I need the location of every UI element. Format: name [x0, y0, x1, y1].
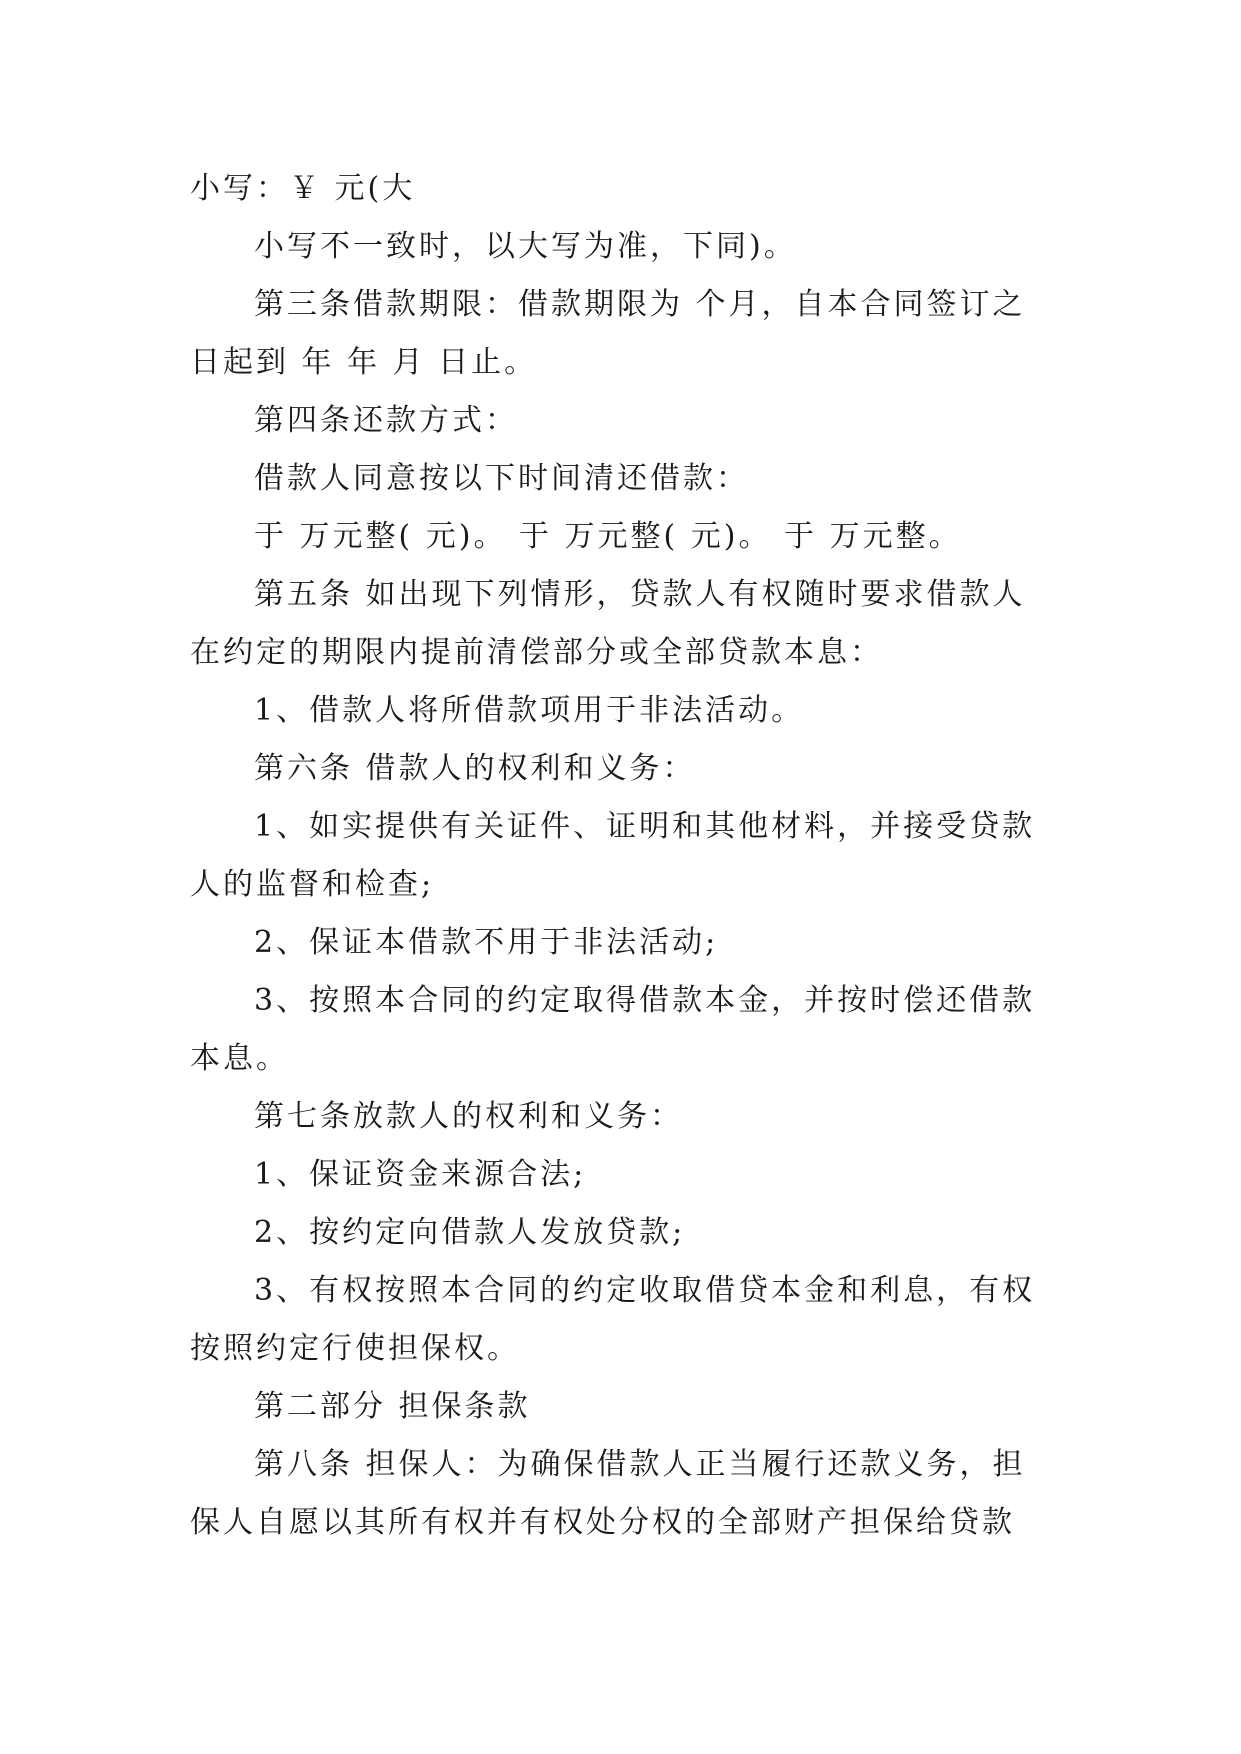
paragraph-5: 借款人同意按以下时间清还借款： — [254, 461, 749, 496]
paragraph-15: 2、按约定向借款人发放贷款; — [254, 1215, 686, 1250]
paragraph-1: 小写：￥ 元(大 — [190, 171, 416, 206]
paragraph-2: 小写不一致时，以大写为准，下同)。 — [254, 229, 797, 264]
paragraph-7: 第五条 如出现下列情形，贷款人有权随时要求借款人在约定的期限内提前清偿部分或全部贷款本息： — [190, 577, 1026, 670]
paragraph-14: 1、保证资金来源合法; — [254, 1157, 587, 1192]
paragraph-4: 第四条还款方式： — [254, 403, 518, 438]
paragraph-3: 第三条借款期限：借款期限为 个月，自本合同签订之日起到 年 年 月 日止。 — [190, 287, 1026, 380]
paragraph-16: 3、有权按照本合同的约定收取借贷本金和利息，有权按照约定行使担保权。 — [190, 1273, 1036, 1366]
paragraph-13: 第七条放款人的权利和义务： — [254, 1099, 683, 1134]
paragraph-12: 3、按照本合同的约定取得借款本金，并按时偿还借款本息。 — [190, 983, 1036, 1076]
paragraph-11: 2、保证本借款不用于非法活动; — [254, 925, 719, 960]
paragraph-10: 1、如实提供有关证件、证明和其他材料，并接受贷款人的监督和检查; — [190, 809, 1036, 902]
paragraph-17: 第二部分 担保条款 — [254, 1389, 531, 1424]
paragraph-9: 第六条 借款人的权利和义务： — [254, 751, 696, 786]
paragraph-18: 第八条 担保人：为确保借款人正当履行还款义务，担保人自愿以其所有权并有权处分权的全部财产担保给贷款 — [190, 1447, 1026, 1540]
document-body — [190, 160, 1050, 1552]
paragraph-6: 于 万元整( 元)。 于 万元整( 元)。 于 万元整。 — [254, 519, 962, 554]
paragraph-8: 1、借款人将所借款项用于非法活动。 — [254, 693, 805, 728]
